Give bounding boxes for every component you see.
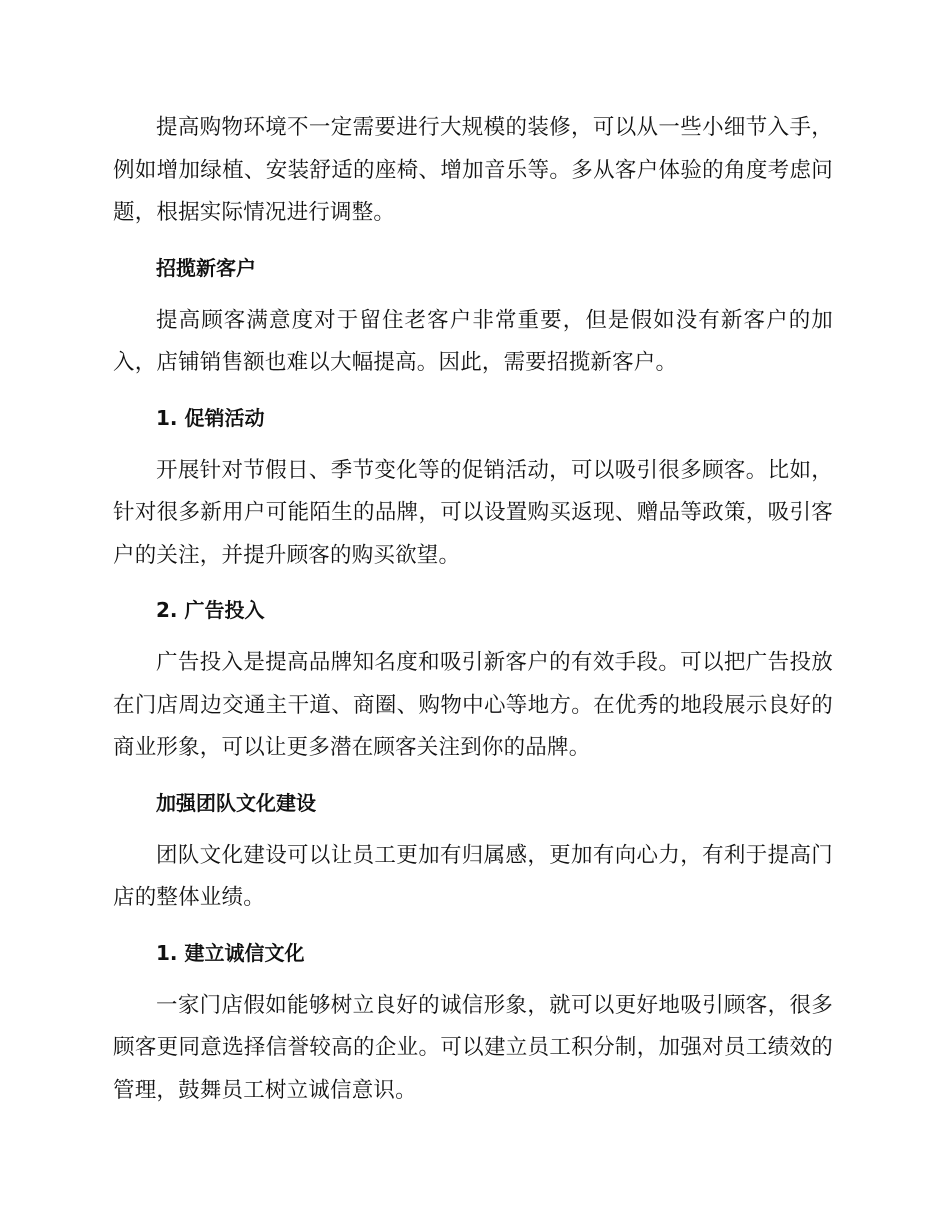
document-body [113,107,833,1112]
paragraph-shopping-environment: 提高购物环境不一定需要进行大规模的装修，可以从一些小细节入手，例如增加绿植、安装舒适的座椅、增加音乐等。多从客户体验的角度考虑问题，根据实际情况进行调整。 [113,115,833,225]
paragraph-team-culture: 团队文化建设可以让员工更加有归属感，更加有向心力，有利于提高门店的整体业绩。 [113,842,833,910]
heading-integrity-culture: 1. 建立诚信文化 [156,940,305,965]
heading-team-culture: 加强团队文化建设 [156,790,316,815]
paragraph-advertising: 广告投入是提高品牌知名度和吸引新客户的有效手段。可以把广告投放在门店周边交通主干道、商圈、购物中心等地方。在优秀的地段展示良好的商业形象，可以让更多潜在顾客关注到你的品牌。 [113,650,833,760]
heading-promotions: 1. 促销活动 [156,405,265,430]
heading-advertising: 2. 广告投入 [156,598,265,622]
paragraph-new-customers: 提高顾客满意度对于留住老客户非常重要，但是假如没有新客户的加入，店铺销售额也难以大幅提高。因此，需要招揽新客户。 [113,307,833,375]
paragraph-promotions: 开展针对节假日、季节变化等的促销活动，可以吸引很多顾客。比如，针对很多新用户可能陌生的品牌，可以设置购买返现、赠品等政策，吸引客户的关注，并提升顾客的购买欲望。 [113,457,833,568]
paragraph-integrity-culture: 一家门店假如能够树立良好的诚信形象，就可以更好地吸引顾客，很多顾客更同意选择信誉较高的企业。可以建立员工积分制，加强对员工绩效的管理，鼓舞员工树立诚信意识。 [113,992,833,1103]
heading-attract-new-customers: 招揽新客户 [156,255,256,280]
